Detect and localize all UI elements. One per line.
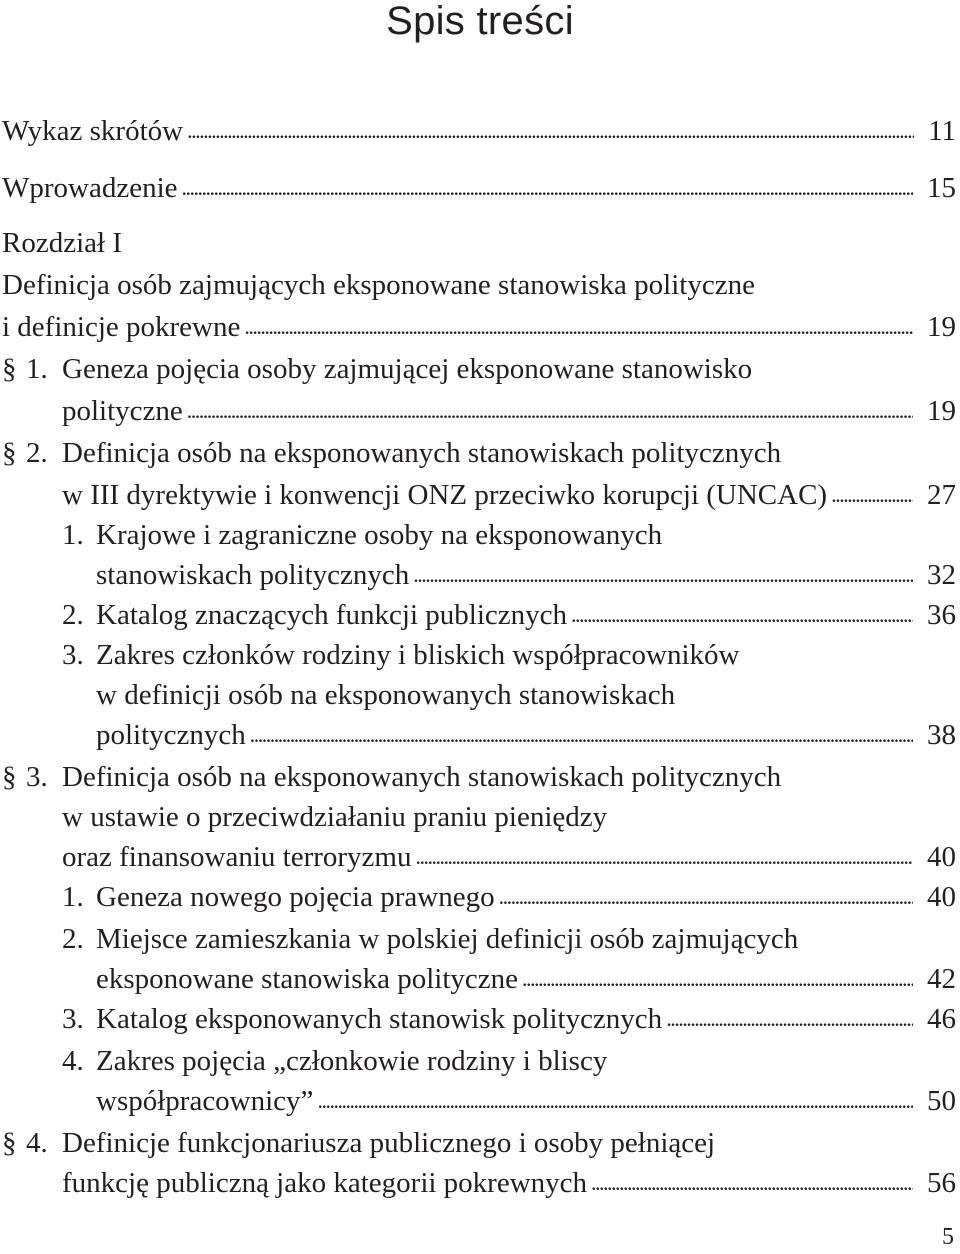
page-number: 5 [942, 1224, 954, 1250]
leader-dots [571, 594, 913, 636]
toc-entry-page: 38 [927, 719, 956, 751]
toc-entry [0, 998, 960, 1040]
toc-entry-title: i definicje pokrewne [2, 311, 241, 343]
toc-entry-title: funkcję publiczną jako kategorii pokrewnych [62, 1167, 588, 1199]
toc-entry [0, 1040, 960, 1082]
toc-entry [0, 1080, 960, 1122]
toc-entry-title: w definicji osób na eksponowanych stanowiskach [96, 679, 676, 711]
section-sign: § [2, 761, 17, 793]
toc-entry-number: 1. [62, 881, 84, 913]
toc-entry-number: 2. [62, 923, 84, 955]
leader-dots [413, 554, 913, 596]
toc-entry-title: politycznych [96, 719, 246, 751]
toc-entry-title: Katalog eksponowanych stanowisk politycznych [96, 1003, 663, 1035]
toc-entry [0, 594, 960, 636]
toc-entry-title: Krajowe i zagraniczne osoby na eksponowanych [96, 519, 663, 551]
leader-dots [666, 998, 913, 1040]
toc-entry-title: Definicja osób na eksponowanych stanowiskach politycznych [62, 437, 782, 469]
section-sign: § [2, 1127, 17, 1159]
toc-entry-number: 3. [62, 639, 84, 671]
leader-dots [187, 110, 914, 152]
toc-entry-title: w III dyrektywie i konwencji ONZ przeciwko korupcji (UNCAC) [62, 479, 828, 511]
toc-entry [0, 264, 960, 306]
toc-entry [0, 348, 960, 390]
toc-entry-title: Geneza nowego pojęcia prawnego [96, 881, 495, 913]
toc-entry [0, 1122, 960, 1164]
toc-entry [0, 306, 960, 348]
leader-dots [415, 836, 913, 878]
toc-entry [0, 836, 960, 878]
leader-dots [250, 714, 913, 756]
toc-entry-title: oraz finansowaniu terroryzmu [62, 841, 412, 873]
toc-entry-title: eksponowane stanowiska polityczne [96, 963, 519, 995]
toc-entry-page: 32 [927, 559, 956, 591]
toc-entry [0, 474, 960, 516]
toc-entry [0, 876, 960, 918]
toc-entry-title: Zakres pojęcia „członkowie rodziny i bliscy [96, 1045, 608, 1077]
toc-entry-page: 19 [927, 395, 956, 427]
page-title: Spis treści [386, 0, 574, 43]
toc-entry [0, 918, 960, 960]
toc-entry-title: współpracownicy” [96, 1085, 314, 1117]
toc-entry [0, 1162, 960, 1204]
toc-entry [0, 674, 960, 716]
toc-entry-page: 27 [927, 479, 956, 511]
toc-entry-page: 19 [927, 311, 956, 343]
toc-entry [0, 432, 960, 474]
toc-entry-number: 4. [26, 1127, 48, 1159]
toc-entry-number: 3. [62, 1003, 84, 1035]
toc-entry-number: 1. [26, 353, 48, 385]
leader-dots [317, 1080, 913, 1122]
toc-entry-title: Miejsce zamieszkania w polskiej definicji osób zajmujących [96, 923, 799, 955]
toc-entry-page: 40 [927, 881, 956, 913]
toc-entry [0, 796, 960, 838]
toc-entry [0, 514, 960, 556]
toc-entry-title: Wykaz skrótów [2, 115, 184, 147]
leader-dots [522, 958, 913, 1000]
toc-entry-number: 3. [26, 761, 48, 793]
leader-dots [187, 390, 913, 432]
toc-entry-page: 36 [927, 599, 956, 631]
toc-entry-page: 46 [927, 1003, 956, 1035]
toc-entry [0, 756, 960, 798]
toc-entry-number: 2. [62, 599, 84, 631]
toc-entry-page: 11 [928, 115, 956, 147]
toc-entry-number: 4. [62, 1045, 84, 1077]
toc-entry-title: w ustawie o przeciwdziałaniu praniu pieniędzy [62, 801, 608, 833]
toc-entry-title: Zakres członków rodziny i bliskich współpracowników [96, 639, 740, 671]
toc-entry [0, 554, 960, 596]
toc-entry-page: 56 [927, 1167, 956, 1199]
section-sign: § [2, 353, 17, 385]
leader-dots [831, 474, 913, 516]
toc-entry [0, 714, 960, 756]
toc-entry [0, 634, 960, 676]
toc-entry-page: 42 [927, 963, 956, 995]
toc-entry [0, 222, 960, 264]
toc-entry-title: Definicje funkcjonariusza publicznego i osoby pełniącej [62, 1127, 716, 1159]
toc-entry [0, 110, 960, 152]
toc-entry-page: 15 [927, 172, 956, 204]
toc-entry-title: Rozdział I [2, 227, 122, 259]
toc-entry-page: 40 [927, 841, 956, 873]
toc-entry-title: Wprowadzenie [2, 172, 178, 204]
leader-dots [499, 876, 913, 918]
toc-entry [0, 958, 960, 1000]
toc-entry-title: polityczne [62, 395, 183, 427]
toc-entry [0, 390, 960, 432]
toc-entry-title: Katalog znaczących funkcji publicznych [96, 599, 568, 631]
toc-entry-page: 50 [927, 1085, 956, 1117]
toc-entry [0, 167, 960, 209]
leader-dots [244, 306, 913, 348]
toc-entry-title: Geneza pojęcia osoby zajmującej eksponowane stanowisko [62, 353, 753, 385]
leader-dots [182, 167, 913, 209]
toc-entry-title: Definicja osób na eksponowanych stanowiskach politycznych [62, 761, 782, 793]
toc-entry-number: 1. [62, 519, 84, 551]
section-sign: § [2, 437, 17, 469]
leader-dots [591, 1162, 913, 1204]
toc-entry-title: Definicja osób zajmujących eksponowane stanowiska polityczne [2, 269, 755, 301]
toc-entry-title: stanowiskach politycznych [96, 559, 410, 591]
toc-entry-number: 2. [26, 437, 48, 469]
